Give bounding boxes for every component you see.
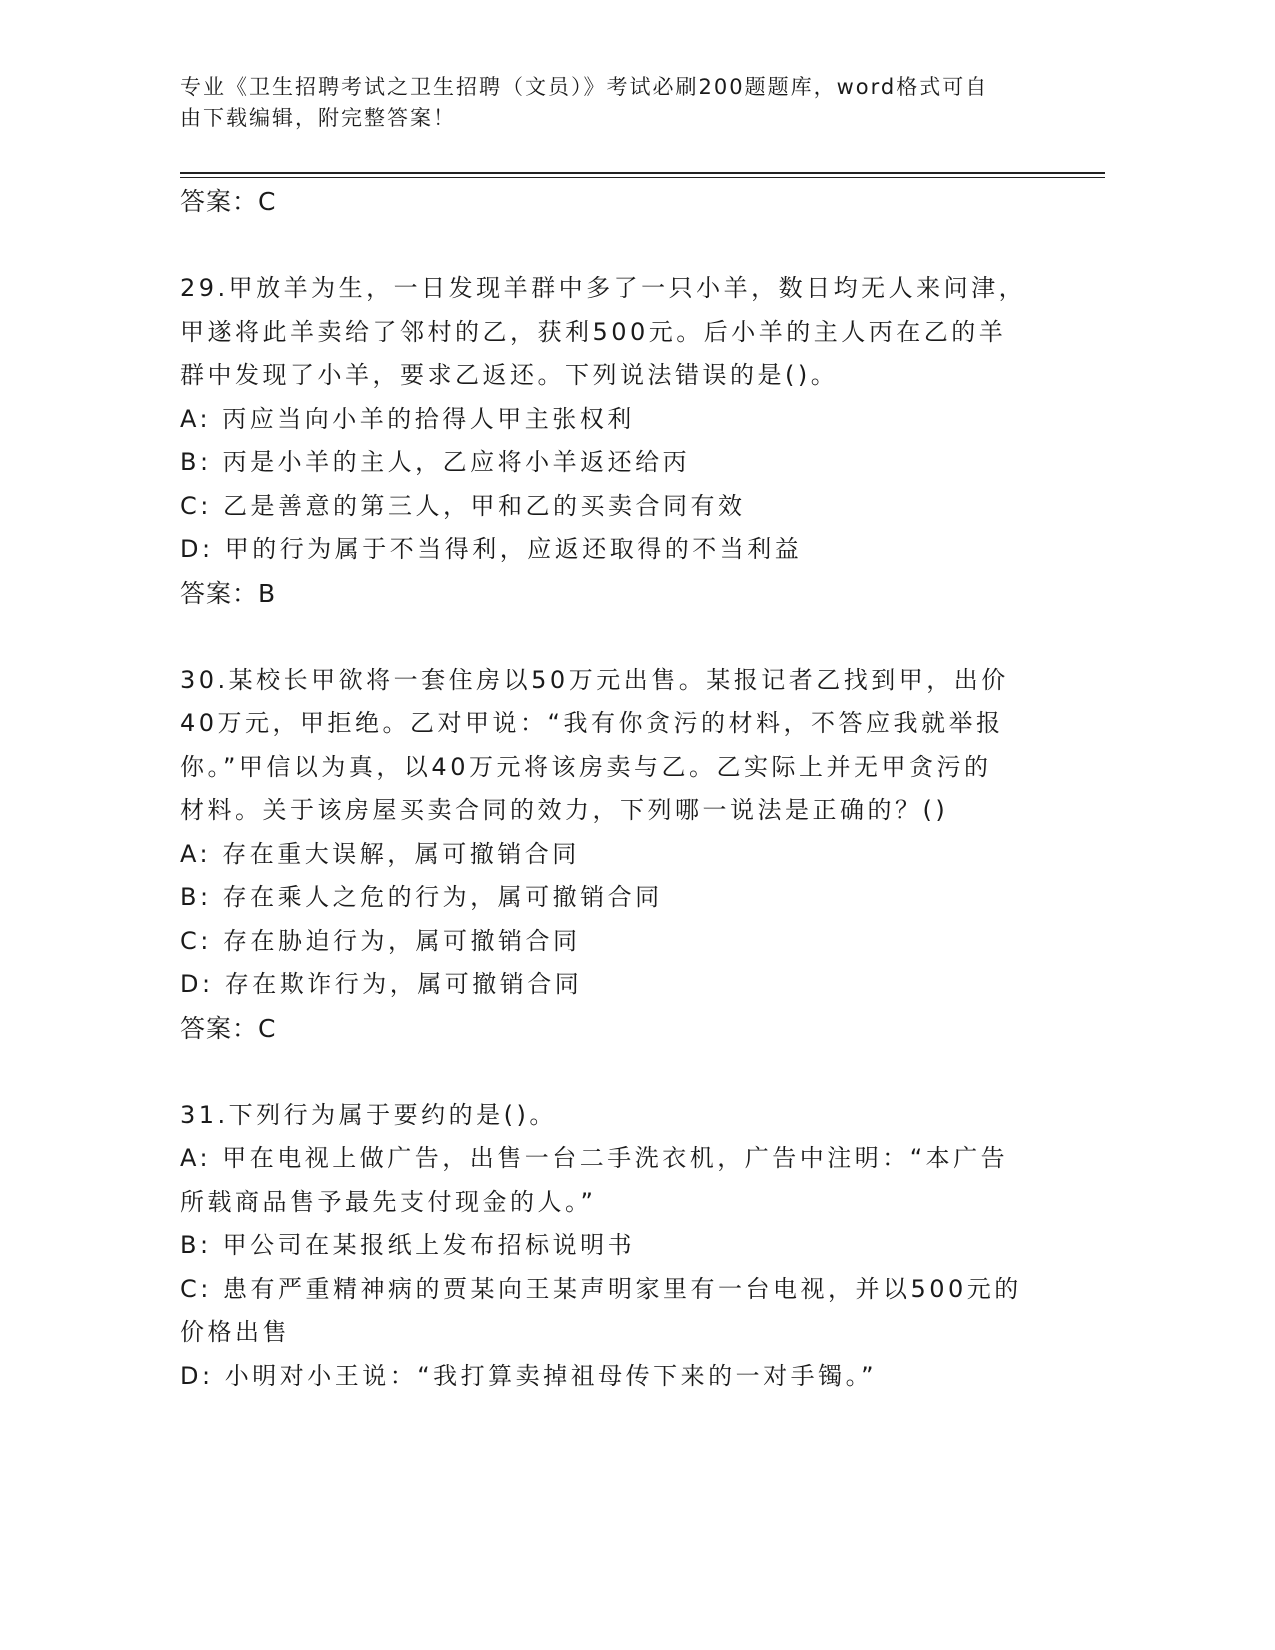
answer-line: 答案：C <box>180 1013 277 1043</box>
option-c: C: 患有严重精神病的贾某向王某声明家里有一台电视，并以500元的 <box>180 1274 1022 1303</box>
question-stem-line: 31.下列行为属于要约的是()。 <box>180 1100 557 1129</box>
header-line-2: 由下载编辑，附完整答案！ <box>180 106 456 130</box>
question-stem-line: 群中发现了小羊，要求乙返还。下列说法错误的是()。 <box>180 361 839 389</box>
header-divider-thin <box>180 177 1105 178</box>
header-line-1: 专业《卫生招聘考试之卫生招聘（文员）》考试必刷200题题库，word格式可自 <box>180 75 989 99</box>
document-body <box>180 180 1040 1398</box>
option-b: B: 存在乘人之危的行为，属可撤销合同 <box>180 883 663 911</box>
spacer <box>180 1051 1040 1094</box>
option-a: A: 存在重大误解，属可撤销合同 <box>180 839 580 868</box>
answer-line: 答案：C <box>180 187 277 216</box>
option-c: C: 乙是善意的第三人，甲和乙的买卖合同有效 <box>180 491 746 520</box>
question-stem-line: 甲遂将此羊卖给了邻村的乙，获利500元。后小羊的主人丙在乙的羊 <box>180 317 1007 346</box>
spacer <box>180 224 1040 267</box>
spacer <box>180 616 1040 659</box>
option-d: D: 小明对小王说：“我打算卖掉祖母传下来的一对手镯。” <box>180 1361 878 1390</box>
option-d: D: 存在欺诈行为，属可撤销合同 <box>180 970 583 998</box>
question-31 <box>180 1094 1040 1399</box>
option-b: B: 丙是小羊的主人，乙应将小羊返还给丙 <box>180 448 691 476</box>
option-c-continued: 价格出售 <box>180 1318 290 1346</box>
option-a: A: 甲在电视上做广告，出售一台二手洗衣机，广告中注明：“本广告 <box>180 1144 1009 1172</box>
page-header <box>180 72 1060 134</box>
question-stem-line: 40万元，甲拒绝。乙对甲说：“我有你贪污的材料，不答应我就举报 <box>180 709 1004 737</box>
header-divider <box>180 172 1105 174</box>
question-stem-line: 你。”甲信以为真，以40万元将该房卖与乙。乙实际上并无甲贪污的 <box>180 752 992 781</box>
question-stem-line: 29.甲放羊为生，一日发现羊群中多了一只小羊，数日均无人来问津， <box>180 274 1027 302</box>
question-29 <box>180 267 1040 616</box>
answer-line: 答案：B <box>180 578 277 608</box>
question-stem-line: 30.某校长甲欲将一套住房以50万元出售。某报记者乙找到甲，出价 <box>180 665 1009 694</box>
question-stem-line: 材料。关于该房屋买卖合同的效力，下列哪一说法是正确的？() <box>180 796 949 824</box>
option-a: A: 丙应当向小羊的拾得人甲主张权利 <box>180 404 635 433</box>
option-a-continued: 所载商品售予最先支付现金的人。” <box>180 1187 597 1216</box>
option-b: B: 甲公司在某报纸上发布招标说明书 <box>180 1231 636 1259</box>
option-c: C: 存在胁迫行为，属可撤销合同 <box>180 926 581 955</box>
option-d: D: 甲的行为属于不当得利，应返还取得的不当利益 <box>180 535 803 563</box>
question-30 <box>180 659 1040 1051</box>
